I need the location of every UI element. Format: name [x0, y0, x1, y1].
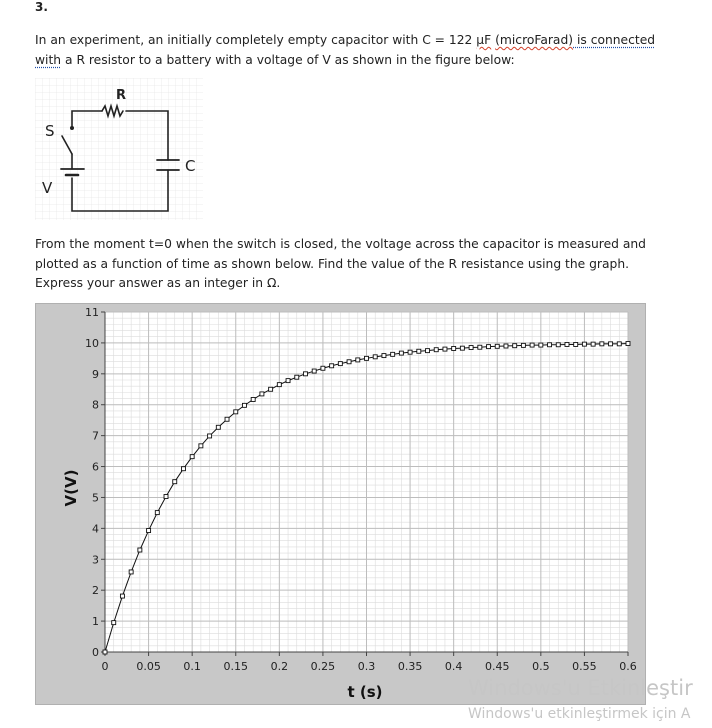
- data-point-marker: [277, 383, 281, 387]
- x-tick-label: 0.1: [183, 660, 201, 673]
- data-point-marker: [591, 342, 595, 346]
- x-tick-label: 0.15: [223, 660, 248, 673]
- data-point-marker: [391, 352, 395, 356]
- body-line-2: plotted as a function of time as shown below. Find the value of the R resistance using the graph.: [35, 256, 630, 271]
- data-point-marker: [312, 369, 316, 373]
- y-tick-label: 11: [85, 306, 99, 319]
- data-point-marker: [408, 350, 412, 354]
- y-tick-label: 2: [92, 584, 99, 598]
- data-point-marker: [539, 343, 543, 347]
- data-point-marker: [365, 356, 369, 360]
- data-point-marker: [303, 372, 307, 376]
- data-point-marker: [234, 410, 238, 414]
- with-word: with: [35, 52, 62, 67]
- data-point-marker: [548, 343, 552, 347]
- unit-uf: μF: [476, 33, 492, 47]
- data-point-marker: [373, 355, 377, 359]
- data-point-marker: [504, 344, 508, 348]
- y-tick-label: 3: [92, 553, 99, 567]
- y-tick-label: 9: [92, 367, 99, 381]
- x-axis-label: t (s): [347, 683, 383, 701]
- is-connected-text: is connected: [573, 33, 656, 47]
- data-point-marker: [147, 529, 151, 533]
- body-line-3: Express your answer as an integer in Ω.: [35, 276, 281, 290]
- y-tick-label: 10: [85, 336, 99, 350]
- data-point-marker: [129, 570, 133, 574]
- data-point-marker: [155, 511, 159, 515]
- y-tick-label: 4: [92, 522, 99, 536]
- label-r: R: [115, 88, 127, 103]
- data-point-marker: [347, 360, 351, 364]
- data-point-marker: [260, 392, 264, 396]
- data-point-marker: [617, 342, 621, 346]
- data-point-marker: [513, 344, 517, 348]
- data-point-marker: [399, 351, 403, 355]
- data-point-marker: [330, 364, 334, 368]
- data-point-marker: [469, 346, 473, 350]
- y-axis-label: V(V): [62, 469, 80, 507]
- y-tick-label: 8: [92, 398, 99, 412]
- intro-text-2: a R resistor to a battery with a voltage of V as shown in the figure below:: [61, 52, 515, 67]
- microfarad-word: (microFarad): [495, 33, 574, 47]
- intro-text-1: In an experiment, an initially completely empty capacitor with C = 122: [35, 33, 477, 47]
- switch-contact: [70, 126, 74, 130]
- data-point-marker: [426, 349, 430, 353]
- data-point-marker: [626, 342, 630, 346]
- data-point-marker: [199, 444, 203, 448]
- x-tick-label: 0.55: [572, 660, 597, 673]
- x-tick-label: 0.3: [357, 660, 376, 673]
- x-tick-label: 0.4: [444, 660, 463, 673]
- data-point-marker: [574, 342, 578, 346]
- data-point-marker: [338, 362, 342, 366]
- data-point-marker: [382, 354, 386, 358]
- x-tick-label: 0.05: [136, 660, 161, 673]
- x-tick-label: 0.5: [532, 660, 550, 673]
- data-point-marker: [356, 358, 360, 362]
- y-tick-label: 7: [92, 429, 99, 443]
- x-tick-label: 0.6: [619, 660, 637, 673]
- data-point-marker: [460, 346, 464, 350]
- data-point-marker: [478, 345, 482, 349]
- data-point-marker: [530, 343, 534, 347]
- data-point-marker: [173, 480, 177, 484]
- data-point-marker: [295, 375, 299, 379]
- data-point-marker: [556, 343, 560, 347]
- circuit-diagram: [35, 78, 203, 220]
- x-tick-label: 0.35: [397, 660, 423, 673]
- data-point-marker: [521, 343, 525, 347]
- data-point-marker: [600, 342, 604, 346]
- data-point-marker: [103, 650, 107, 654]
- data-point-marker: [190, 455, 194, 459]
- activation-watermark-subtitle: Windows'u etkinleştirmek için A: [468, 706, 691, 722]
- data-point-marker: [269, 387, 273, 391]
- label-s: S: [45, 122, 55, 140]
- y-tick-label: 6: [92, 460, 99, 474]
- data-point-marker: [225, 417, 229, 421]
- y-tick-label: 5: [92, 491, 99, 505]
- x-tick-label: 0: [101, 660, 109, 673]
- data-point-marker: [216, 425, 220, 429]
- data-point-marker: [609, 342, 613, 346]
- data-point-marker: [487, 345, 491, 349]
- data-point-marker: [242, 403, 246, 407]
- question-number: 3.: [35, 0, 48, 14]
- label-v: V: [42, 179, 53, 197]
- data-point-marker: [138, 548, 142, 552]
- voltage-time-chart: [35, 303, 646, 705]
- data-point-marker: [582, 342, 586, 346]
- data-point-marker: [208, 434, 212, 438]
- x-tick-label: 0.25: [310, 660, 336, 673]
- data-point-marker: [443, 347, 447, 351]
- y-tick-label: 0: [92, 646, 99, 659]
- data-point-marker: [120, 594, 124, 598]
- x-tick-label: 0.2: [270, 660, 289, 673]
- question-intro: [35, 31, 675, 70]
- activation-watermark-title: Windows'u Etkinleştir: [468, 676, 693, 700]
- data-point-marker: [452, 346, 456, 350]
- y-tick-label: 1: [92, 615, 99, 629]
- data-point-marker: [112, 621, 116, 625]
- label-c: C: [185, 157, 196, 175]
- question-body: [35, 235, 675, 294]
- body-line-1: From the moment t=0 when the switch is closed, the voltage across the capacitor is measured and: [35, 237, 646, 251]
- data-point-marker: [417, 349, 421, 353]
- data-point-marker: [286, 379, 290, 383]
- data-point-marker: [434, 348, 438, 352]
- x-tick-label: 0.45: [485, 660, 510, 673]
- data-point-marker: [565, 342, 569, 346]
- data-point-marker: [251, 397, 255, 401]
- data-point-marker: [181, 467, 185, 471]
- data-point-marker: [321, 366, 325, 370]
- data-point-marker: [164, 495, 168, 499]
- data-point-marker: [495, 344, 499, 348]
